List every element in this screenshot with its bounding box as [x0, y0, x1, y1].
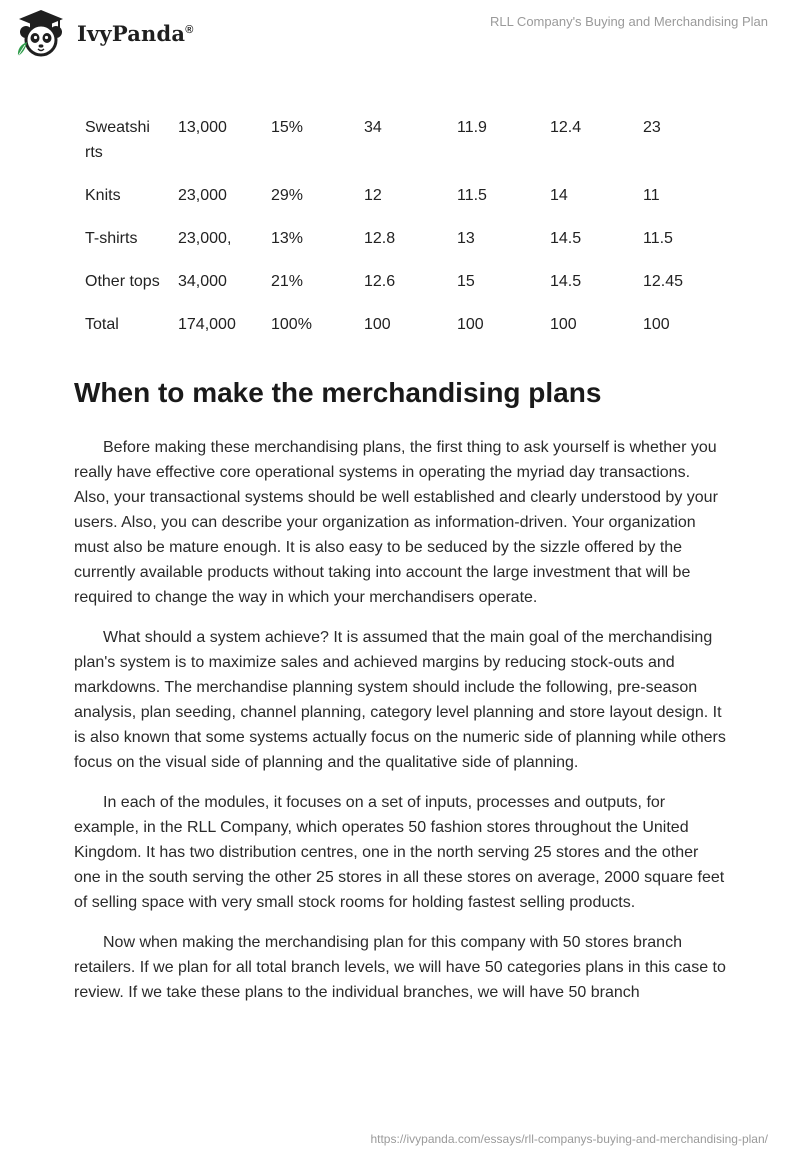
section-heading: When to make the merchandising plans [74, 377, 602, 408]
table-cell: 13 [457, 230, 475, 247]
table-cell: 23,000 [178, 187, 227, 204]
table-cell: 11.9 [457, 119, 487, 136]
paragraph: Before making these merchandising plans, the first thing to ask yourself is whether you really have effective core operational systems in operating the myriad day transactions. Also, your transactional systems should be well established and clearly understood by your users. Also, you can describe your organization as information-driven. Your organization must also be mature enough. It is also easy to be seduced by the sizzle offered by the currently available products without taking into account the large investment that will be required to change the way in which your merchandisers operate. [74, 439, 718, 606]
table-cell: 14.5 [550, 230, 582, 247]
table-cell: 13,000 [178, 119, 227, 136]
table-cell: 100% [271, 316, 312, 333]
page-header [0, 0, 800, 70]
paragraph: Now when making the merchandising plan for this company with 50 stores branch retailers. If we plan for all total branch levels, we will have 50 categories plans in this case to review. If we take these plans to the individual branches, we will have 50 branch [74, 934, 726, 1001]
table-cell: 174,000 [178, 316, 236, 333]
table-cell: 23 [643, 119, 661, 136]
table-cell: 21% [271, 273, 304, 290]
paragraph: In each of the modules, it focuses on a set of inputs, processes and outputs, for example, in the RLL Company, which operates 50 fashion stores throughout the United Kingdom. It has two distribution centres, one in the north serving 25 stores and the other one in the south serving the other 25 stores in all these stores on average, 2000 square feet of selling space with very small stock rooms for holding fastest selling products. [74, 794, 725, 911]
table-cell: 14 [550, 187, 568, 204]
table-cell: 100 [550, 316, 577, 333]
table-row [75, 260, 711, 303]
table-cell: 15 [457, 273, 475, 290]
category-plan-table [75, 106, 711, 346]
table-cell: 100 [643, 316, 670, 333]
table-cell: 12.45 [643, 273, 684, 290]
table-row [75, 303, 711, 346]
table-row [75, 174, 711, 217]
table-cell: 23,000, [178, 230, 232, 247]
document-title: RLL Company's Buying and Merchandising Plan [489, 14, 768, 29]
table-cell: T-shirts [85, 230, 138, 247]
table-cell: 12.6 [364, 273, 396, 290]
ivypanda-logo[interactable] [15, 8, 194, 58]
table-cell: 34,000 [178, 273, 227, 290]
table-cell: 100 [457, 316, 484, 333]
table-cell: 13% [271, 230, 304, 247]
table-cell: 14.5 [550, 273, 582, 290]
table-cell: Total [85, 316, 119, 333]
table-cell: 11.5 [643, 230, 673, 247]
source-url[interactable]: https://ivypanda.com/essays/rll-companys-buying-and-merchandising-plan/ [370, 1132, 768, 1146]
paragraph: What should a system achieve? It is assumed that the main goal of the merchandising plan's system is to maximize sales and achieved margins by reducing stock-outs and markdowns. The merchandise planning system should include the following, pre-season analysis, plan seeding, channel planning, category level planning and store layout design. It is also known that some systems actually focus on the numeric side of planning while others focus on the visual side of planning and the qualitative side of planning. [74, 629, 726, 771]
table-cell: 12 [364, 187, 382, 204]
article-body [74, 435, 729, 1020]
panda-graduate-icon [15, 8, 67, 58]
table-cell: Knits [85, 187, 121, 204]
table-cell: 12.4 [550, 119, 582, 136]
table-row [75, 217, 711, 260]
table-cell: 11.5 [457, 187, 487, 204]
table-row [75, 106, 711, 174]
table-cell: 15% [271, 119, 304, 136]
table-cell: Other tops [85, 273, 160, 290]
table-cell: 29% [271, 187, 304, 204]
table-cell: 11 [643, 187, 660, 204]
brand-name: IvyPanda® [77, 20, 194, 46]
table-cell: 12.8 [364, 230, 396, 247]
table-cell: 100 [364, 316, 391, 333]
table-cell: Sweatshi rts [85, 119, 150, 161]
table-cell: 34 [364, 119, 382, 136]
